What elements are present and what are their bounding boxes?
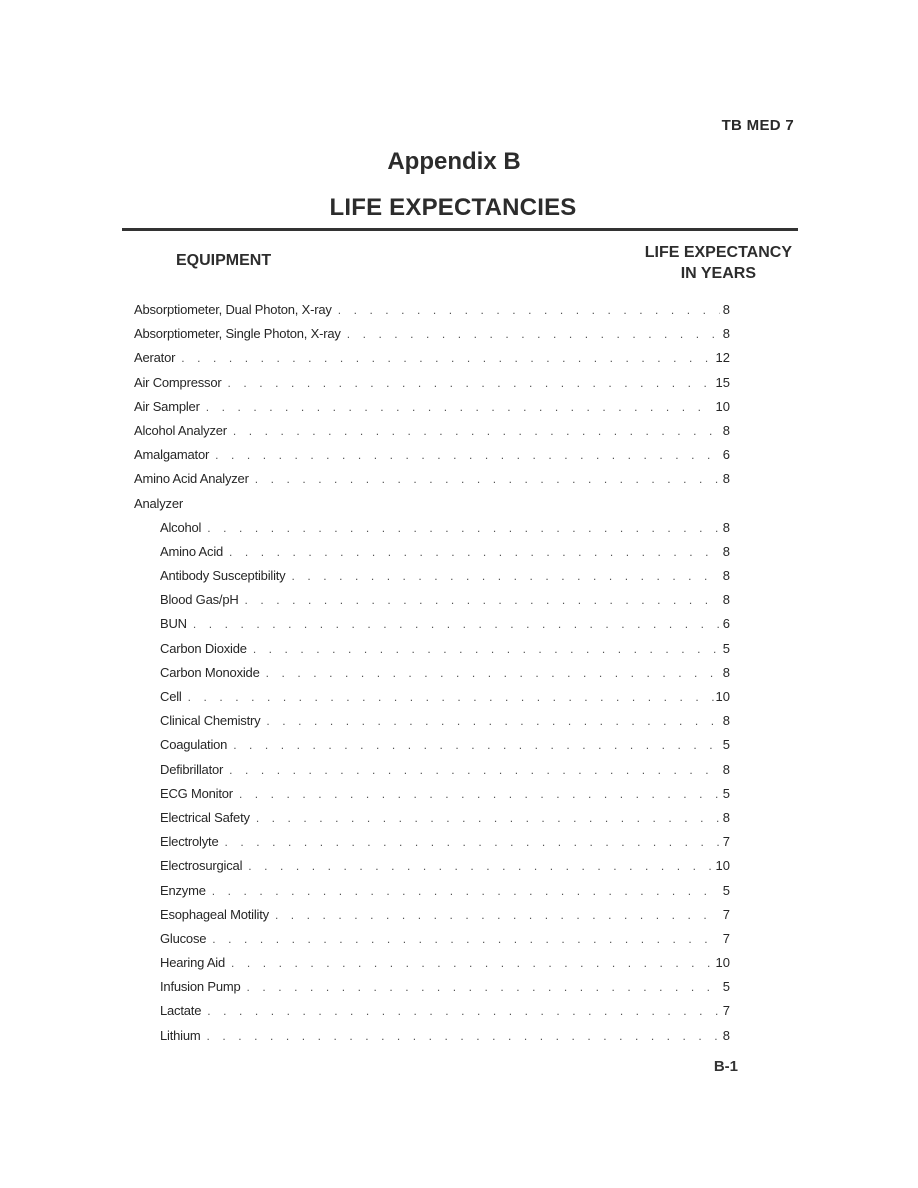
list-item [134, 786, 730, 810]
equipment-name: Absorptiometer, Dual Photon, X-ray [134, 302, 332, 317]
life-expectancy-value: 8 [722, 761, 730, 777]
life-expectancy-value: 5 [722, 737, 730, 753]
list-item [134, 326, 730, 350]
equipment-name: Lithium [160, 1027, 201, 1043]
equipment-name: Air Sampler [134, 398, 200, 414]
dot-leader [229, 763, 720, 777]
list-item [134, 423, 730, 447]
life-expectancy-value: 7 [722, 906, 730, 922]
equipment-name: Amino Acid [160, 543, 224, 559]
life-expectancy-value: 8 [722, 664, 730, 680]
life-expectancy-value: 10 [715, 398, 730, 414]
life-expectancy-value: 15 [715, 374, 730, 390]
list-group-heading [134, 496, 730, 520]
dot-leader [212, 932, 720, 946]
list-item [134, 1003, 730, 1027]
life-expectancy-value: 8 [722, 519, 730, 535]
equipment-name: Electrolyte [160, 834, 219, 850]
dot-leader [291, 569, 720, 583]
life-expectancy-value: 5 [722, 979, 730, 995]
list-item [134, 810, 730, 834]
list-item [134, 762, 730, 786]
list-item [134, 883, 730, 907]
equipment-name: Hearing Aid [160, 955, 226, 971]
life-expectancy-value: 8 [722, 302, 730, 317]
equipment-column-header: EQUIPMENT [176, 252, 272, 269]
dot-leader [245, 593, 720, 607]
dot-leader [275, 908, 720, 922]
list-item [134, 931, 730, 955]
equipment-name: Absorptiometer, Single Photon, X-ray [134, 326, 341, 342]
equipment-name: Blood Gas/pH [160, 592, 239, 608]
life-expectancy-value: 6 [722, 616, 730, 632]
document-id: TB MED 7 [721, 117, 794, 134]
equipment-name: Electrical Safety [160, 809, 250, 825]
list-item [134, 520, 730, 544]
equipment-name: Analyzer [134, 495, 183, 511]
life-expectancy-value: 10 [715, 689, 730, 704]
list-item [134, 1028, 730, 1052]
dot-leader [266, 666, 720, 680]
list-item [134, 302, 730, 326]
life-expectancy-value: 8 [722, 568, 730, 584]
list-item [134, 979, 730, 1003]
life-expectancy-header-line2: IN YEARS [680, 265, 756, 282]
equipment-name: Coagulation [160, 737, 228, 753]
life-expectancy-value: 5 [722, 640, 730, 656]
equipment-name: Lactate [160, 1003, 202, 1019]
dot-leader [207, 1029, 720, 1043]
equipment-name: Glucose [160, 930, 207, 946]
life-expectancy-value: 7 [722, 1003, 730, 1019]
equipment-name: Alcohol Analyzer [134, 422, 227, 438]
list-item [134, 592, 730, 616]
life-expectancy-value: 8 [722, 422, 730, 438]
dot-leader [239, 787, 720, 801]
dot-leader [248, 859, 713, 873]
dot-leader [225, 835, 721, 849]
list-item [134, 955, 730, 979]
list-item [134, 689, 730, 713]
list-item [134, 447, 730, 471]
equipment-name: Air Compressor [134, 374, 222, 390]
list-item [134, 858, 730, 882]
equipment-name: Antibody Susceptibility [160, 568, 286, 584]
list-item [134, 641, 730, 665]
life-expectancy-value: 8 [722, 592, 730, 608]
page-number: B-1 [713, 1058, 738, 1075]
life-expectancy-value: 6 [722, 447, 730, 463]
life-expectancy-value: 8 [722, 809, 730, 825]
dot-leader [181, 351, 713, 365]
life-expectancy-header-line1: LIFE EXPECTANCY [644, 244, 792, 261]
dot-leader [206, 400, 714, 414]
equipment-name: Cell [160, 689, 182, 704]
dot-leader [215, 448, 720, 462]
life-expectancy-value: 5 [722, 882, 730, 898]
list-item [134, 907, 730, 931]
list-item [134, 471, 730, 495]
equipment-name: Alcohol [160, 519, 202, 535]
life-expectancy-value: 8 [722, 1027, 730, 1043]
equipment-name: Clinical Chemistry [160, 713, 261, 729]
dot-leader [256, 811, 720, 825]
equipment-list [134, 302, 730, 1052]
dot-leader [193, 617, 720, 631]
life-expectancy-value: 7 [722, 834, 730, 850]
list-item [134, 834, 730, 858]
section-title: LIFE EXPECTANCIES [329, 194, 577, 221]
dot-leader [233, 424, 720, 438]
life-expectancy-value: 10 [715, 858, 730, 874]
equipment-name: Esophageal Motility [160, 906, 269, 922]
equipment-name: Carbon Dioxide [160, 640, 247, 656]
dot-leader [233, 738, 720, 752]
header-rule [122, 228, 798, 231]
dot-leader [228, 376, 714, 390]
list-item [134, 350, 730, 374]
list-item [134, 616, 730, 640]
list-item [134, 544, 730, 568]
list-item [134, 737, 730, 761]
life-expectancy-value: 8 [722, 471, 730, 487]
dot-leader [347, 327, 720, 341]
life-expectancy-value: 8 [722, 713, 730, 729]
equipment-name: Aerator [134, 350, 176, 366]
list-item [134, 375, 730, 399]
life-expectancy-value: 10 [715, 955, 730, 971]
life-expectancy-value: 12 [715, 350, 730, 366]
dot-leader [207, 521, 720, 535]
dot-leader [253, 642, 720, 656]
life-expectancy-value: 8 [722, 326, 730, 342]
equipment-name: BUN [160, 616, 187, 632]
dot-leader [338, 303, 720, 317]
life-expectancy-value: 5 [722, 785, 730, 801]
life-expectancy-value: 7 [722, 930, 730, 946]
dot-leader [188, 690, 714, 704]
equipment-name: Carbon Monoxide [160, 664, 260, 680]
list-item [134, 713, 730, 737]
dot-leader [247, 980, 720, 994]
life-expectancy-column-header [645, 242, 792, 284]
life-expectancy-value: 8 [722, 543, 730, 559]
list-item [134, 665, 730, 689]
list-item [134, 399, 730, 423]
dot-leader [255, 472, 720, 486]
equipment-name: Defibrillator [160, 761, 224, 777]
equipment-name: Electrosurgical [160, 858, 243, 874]
dot-leader [229, 545, 720, 559]
appendix-title: Appendix B [387, 148, 521, 175]
equipment-name: Amino Acid Analyzer [134, 471, 249, 487]
dot-leader [231, 956, 714, 970]
dot-leader [212, 884, 720, 898]
list-item [134, 568, 730, 592]
equipment-name: Enzyme [160, 882, 206, 898]
dot-leader [207, 1004, 720, 1018]
equipment-name: Infusion Pump [160, 979, 241, 995]
equipment-name: ECG Monitor [160, 785, 233, 801]
equipment-name: Amalgamator [134, 447, 210, 463]
dot-leader [266, 714, 720, 728]
